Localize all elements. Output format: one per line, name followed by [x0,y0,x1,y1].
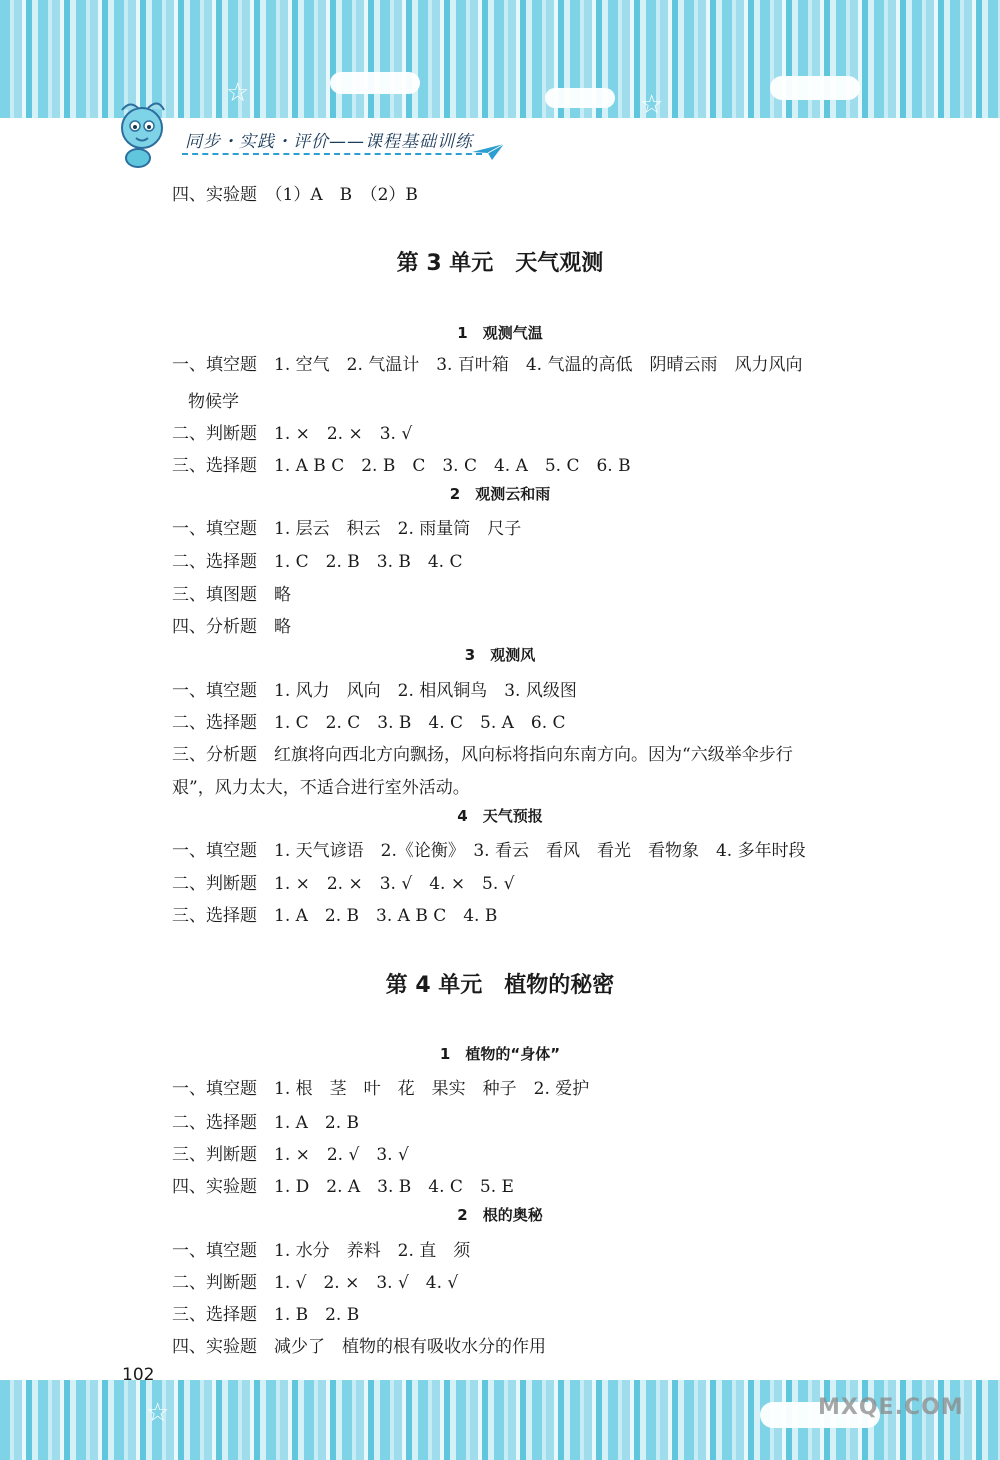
answer-line: 四、实验题 减少了 植物的根有吸收水分的作用 [172,1337,546,1357]
section-title: 4 天气预报 [457,807,543,825]
section-title: 2 观测云和雨 [449,485,551,503]
answer-line: 四、实验题 （1）A B （2）B [172,185,418,205]
answer-line: 三、选择题 1. A 2. B 3. A B C 4. B [172,906,498,926]
answer-line: 二、判断题 1. × 2. × 3. √ 4. × 5. √ [172,874,515,894]
paper-plane-icon [470,140,506,164]
answer-line: 三、填图题 略 [172,585,291,605]
page-number: 102 [122,1365,155,1385]
section-title: 3 观测风 [464,646,536,664]
mascot-icon [100,96,180,176]
unit-title: 第 4 单元 植物的秘密 [385,973,615,998]
answer-line: 一、填空题 1. 根 茎 叶 花 果实 种子 2. 爱护 [172,1079,590,1099]
header-title: 同步・实践・评价——课程基础训练 [185,132,473,152]
answer-line: 一、填空题 1. 空气 2. 气温计 3. 百叶箱 4. 气温的高低 阴晴云雨 风力风向 [172,355,803,375]
answer-line: 一、填空题 1. 层云 积云 2. 雨量筒 尺子 [172,519,522,539]
answer-line: 二、判断题 1. √ 2. × 3. √ 4. √ [172,1273,459,1293]
section-title: 1 观测气温 [457,324,543,342]
answer-line: 二、选择题 1. A 2. B [172,1113,360,1133]
answer-line: 三、判断题 1. × 2. √ 3. √ [172,1145,409,1165]
section-title: 1 植物的“身体” [439,1045,561,1063]
answer-line: 二、选择题 1. C 2. B 3. B 4. C [172,552,463,572]
unit-title: 第 3 单元 天气观测 [396,251,604,276]
star-icon: ☆ [226,78,250,108]
answer-line: 一、填空题 1. 天气谚语 2.《论衡》 3. 看云 看风 看光 看物象 4. 多年时段 [172,841,806,861]
cloud-decoration [545,88,615,108]
cloud-decoration [330,72,420,94]
section-title: 2 根的奥秘 [457,1206,543,1224]
header-divider [182,153,482,155]
answer-line: 一、填空题 1. 风力 风向 2. 相风铜鸟 3. 风级图 [172,681,577,701]
star-icon: ☆ [146,1398,170,1428]
answer-line: 物候学 [188,392,239,412]
answer-line: 一、填空题 1. 水分 养料 2. 直 须 [172,1241,471,1261]
cloud-decoration [770,76,860,100]
star-icon: ☆ [640,90,664,120]
answer-line: 三、选择题 1. B 2. B [172,1305,360,1325]
answer-line: 四、实验题 1. D 2. A 3. B 4. C 5. E [172,1177,514,1197]
answer-line: 二、选择题 1. C 2. C 3. B 4. C 5. A 6. C [172,713,566,733]
answer-line: 三、分析题 红旗将向西北方向飘扬，风向标将指向东南方向。因为“六级举伞步行 [172,745,793,765]
answer-line: 三、选择题 1. A B C 2. B C 3. C 4. A 5. C 6. B [172,456,631,476]
answer-line: 四、分析题 略 [172,617,291,637]
answer-line: 艰”，风力太大，不适合进行室外活动。 [172,778,470,798]
answer-line: 二、判断题 1. × 2. × 3. √ [172,424,413,444]
watermark-text: MXQE.COM [818,1395,964,1420]
